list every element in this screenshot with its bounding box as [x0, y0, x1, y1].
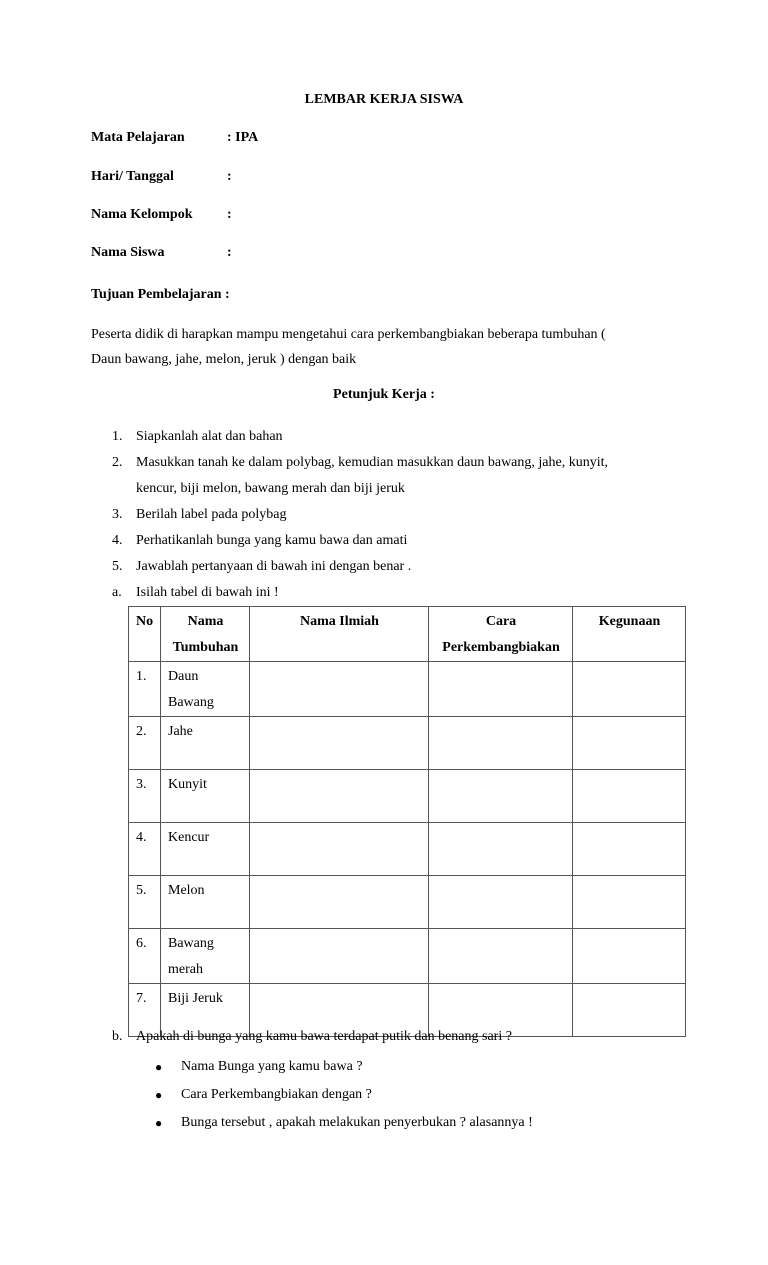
list-item [155, 1053, 533, 1081]
header-reproduction [429, 607, 573, 662]
header-line: Perkembangbiakan [442, 640, 560, 655]
cell-line: Bawang [168, 936, 214, 951]
cell-uses[interactable] [573, 929, 686, 984]
list-text: Berilah label pada polybag [136, 507, 287, 522]
objective-heading: Tujuan Pembelajaran : [91, 287, 230, 302]
info-row-student [91, 245, 232, 261]
bullet-icon: ● [155, 1060, 163, 1074]
cell-plant-name: Melon [161, 876, 250, 929]
list-item [112, 580, 692, 606]
list-item [155, 1081, 533, 1109]
table-header-row [129, 607, 686, 662]
info-row-subject [91, 130, 258, 146]
list-text: Jawablah pertanyaan di bawah ini dengan benar . [136, 559, 412, 574]
bullet-text: Cara Perkembangbiakan dengan ? [181, 1087, 372, 1102]
list-text: Siapkanlah alat dan bahan [136, 429, 283, 444]
table-row [129, 823, 686, 876]
list-number: 3. [112, 507, 123, 522]
cell-no: 3. [129, 770, 161, 823]
cell-no: 7. [129, 984, 161, 1037]
table-row [129, 717, 686, 770]
list-number: 2. [112, 455, 123, 470]
cell-uses[interactable] [573, 717, 686, 770]
header-line: Tumbuhan [172, 640, 239, 655]
question-text: Apakah di bunga yang kamu bawa terdapat putik dan benang sari ? [136, 1029, 512, 1044]
bullet-text: Bunga tersebut , apakah melakukan penyerbukan ? alasannya ! [181, 1115, 533, 1130]
page-title: LEMBAR KERJA SISWA [304, 92, 464, 107]
info-label: Nama Kelompok [91, 207, 193, 222]
cell-scientific-name[interactable] [250, 929, 429, 984]
cell-plant-name [161, 662, 250, 717]
objective-line: Daun bawang, jahe, melon, jeruk ) dengan baik [91, 352, 357, 367]
cell-scientific-name[interactable] [250, 876, 429, 929]
header-plant-name [161, 607, 250, 662]
bullet-icon: ● [155, 1088, 163, 1102]
cell-plant-name: Kencur [161, 823, 250, 876]
cell-scientific-name[interactable] [250, 717, 429, 770]
list-item [155, 1109, 533, 1137]
list-number: 5. [112, 559, 123, 574]
cell-reproduction[interactable] [429, 770, 573, 823]
list-text: Perhatikanlah bunga yang kamu bawa dan amati [136, 533, 408, 548]
cell-no: 5. [129, 876, 161, 929]
objective-paragraph [91, 322, 691, 372]
cell-plant-name: Jahe [161, 717, 250, 770]
cell-plant-name: Biji Jeruk [161, 984, 250, 1037]
cell-no: 1. [129, 662, 161, 717]
list-item [112, 450, 692, 502]
cell-line: merah [168, 962, 203, 977]
plant-table [128, 606, 686, 1037]
cell-uses[interactable] [573, 876, 686, 929]
info-label: Hari/ Tanggal [91, 169, 174, 184]
cell-reproduction[interactable] [429, 929, 573, 984]
cell-scientific-name[interactable] [250, 823, 429, 876]
cell-line: Daun [168, 669, 199, 684]
list-number: b. [112, 1029, 123, 1044]
cell-uses[interactable] [573, 823, 686, 876]
header-no: No [129, 607, 161, 662]
header-scientific-name: Nama Ilmiah [250, 607, 429, 662]
list-item [112, 502, 692, 528]
info-value: : IPA [227, 130, 259, 145]
cell-line: Bawang [168, 695, 214, 710]
info-value: : [227, 245, 232, 260]
cell-uses[interactable] [573, 770, 686, 823]
question-b [112, 1024, 512, 1050]
bullet-text: Nama Bunga yang kamu bawa ? [181, 1059, 363, 1074]
info-label: Nama Siswa [91, 245, 165, 260]
cell-plant-name: Kunyit [161, 770, 250, 823]
cell-scientific-name[interactable] [250, 770, 429, 823]
instruction-list [112, 424, 692, 606]
info-label: Mata Pelajaran [91, 130, 185, 145]
cell-scientific-name[interactable] [250, 662, 429, 717]
list-text-line: kencur, biji melon, bawang merah dan biji jeruk [136, 481, 405, 496]
info-row-date [91, 169, 232, 185]
cell-reproduction[interactable] [429, 876, 573, 929]
cell-no: 6. [129, 929, 161, 984]
list-item [112, 424, 692, 450]
cell-uses[interactable] [573, 662, 686, 717]
header-line: Nama [187, 614, 224, 629]
instructions-heading: Petunjuk Kerja : [333, 387, 435, 402]
list-text [136, 450, 692, 502]
list-number: a. [112, 585, 122, 600]
list-text: Isilah tabel di bawah ini ! [136, 585, 279, 600]
info-row-group [91, 207, 232, 223]
cell-no: 4. [129, 823, 161, 876]
table-row [129, 876, 686, 929]
bullet-icon: ● [155, 1116, 163, 1130]
info-value: : [227, 169, 232, 184]
list-number: 4. [112, 533, 123, 548]
header-uses: Kegunaan [573, 607, 686, 662]
list-item [112, 528, 692, 554]
cell-no: 2. [129, 717, 161, 770]
cell-reproduction[interactable] [429, 717, 573, 770]
objective-line: Peserta didik di harapkan mampu mengetahui cara perkembangbiakan beberapa tumbuhan ( [91, 327, 606, 342]
cell-reproduction[interactable] [429, 662, 573, 717]
info-value: : [227, 207, 232, 222]
bullet-list [155, 1053, 533, 1137]
header-line: Cara [485, 614, 517, 629]
list-item [112, 554, 692, 580]
cell-plant-name [161, 929, 250, 984]
list-number: 1. [112, 429, 123, 444]
table-row [129, 770, 686, 823]
cell-uses[interactable] [573, 984, 686, 1037]
table-row [129, 662, 686, 717]
table-row [129, 929, 686, 984]
list-text-line: Masukkan tanah ke dalam polybag, kemudian masukkan daun bawang, jahe, kunyit, [136, 455, 608, 470]
cell-reproduction[interactable] [429, 823, 573, 876]
